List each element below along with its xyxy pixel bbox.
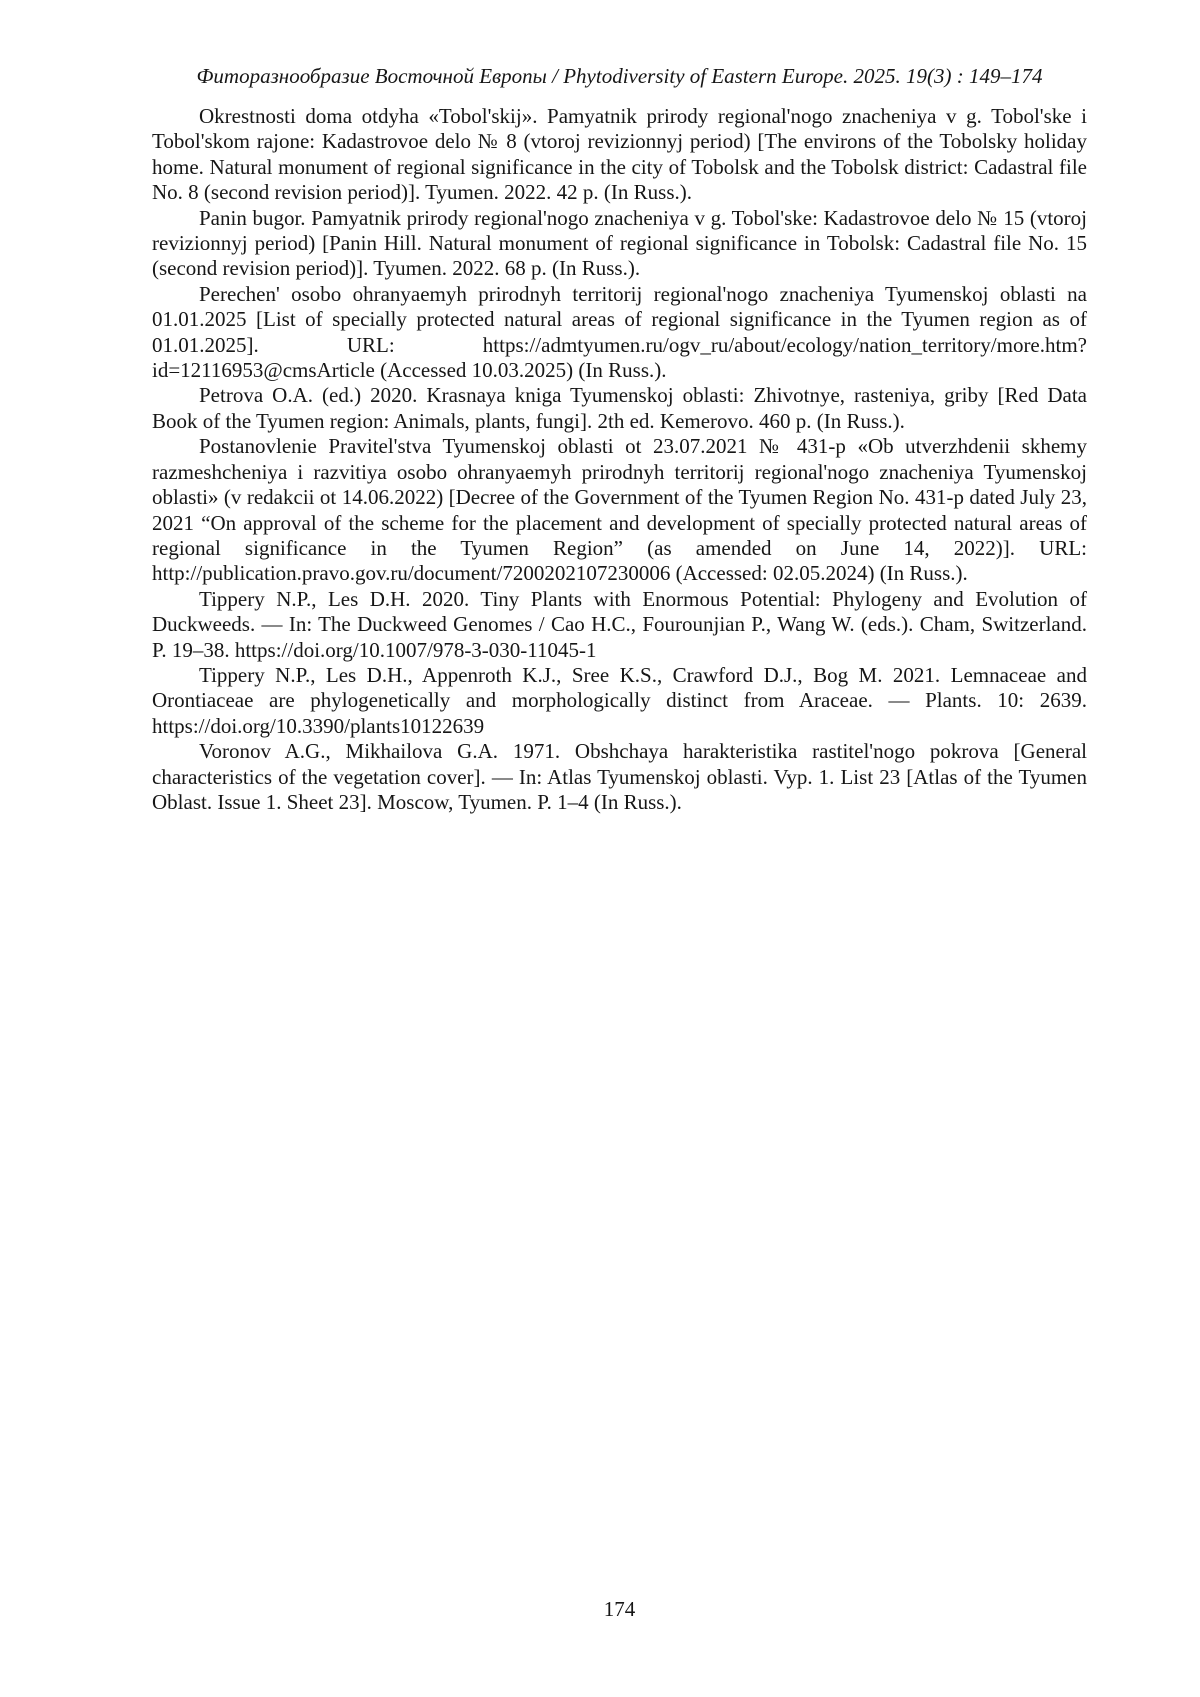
references-list	[152, 104, 1087, 815]
reference-entry: Tippery N.P., Les D.H., Appenroth K.J., Sree K.S., Crawford D.J., Bog M. 2021. Lemnaceae and Orontiaceae are phylogenetically and morphologically distinct from Araceae. — Plants. 10: 2639. https://doi.org/10.3390/plants10122639	[152, 662, 1087, 738]
reference-entry: Okrestnosti doma otdyha «Tobol'skij». Pamyatnik prirody regional'nogo znacheniya v g. Tobol'ske i Tobol'skom rajone: Kadastrovoe delo № 8 (vtoroj revizionnyj period) [The environs of the Tobolsky holiday home. Natural monument of regional significance in the city of Tobolsk and the Tobolsk district: Cadastral file No. 8 (second revision period)]. Tyumen. 2022. 42 p. (In Russ.).	[152, 104, 1087, 205]
reference-entry: Perechen' osobo ohranyaemyh prirodnyh territorij regional'nogo znacheniya Tyumenskoj oblasti na 01.01.2025 [List of specially protected natural areas of regional significance in the Tyumen region as of 01.01.2025]. URL: https://admtyumen.ru/ogv_ru/about/ecology/nation_territory/more.htm?id=12116953@cmsArticle (Accessed 10.03.2025) (In Russ.).	[152, 281, 1087, 383]
reference-entry: Petrova O.A. (ed.) 2020. Krasnaya kniga Tyumenskoj oblasti: Zhivotnye, rasteniya, griby [Red Data Book of the Tyumen region: Animals, plants, fungi]. 2th ed. Kemerovo. 460 p. (In Russ.).	[152, 383, 1087, 433]
reference-entry: Postanovlenie Pravitel'stva Tyumenskoj oblasti ot 23.07.2021 № 431-p «Ob utverzhdenii skhemy razmeshcheniya i razvitiya osobo ohranyaemyh prirodnyh territorij regional'nogo znacheniya Tyumenskoj oblasti» (v redakcii ot 14.06.2022) [Decree of the Government of the Tyumen Region No. 431-p dated July 23, 2021 “On approval of the scheme for the placement and development of specially protected natural areas of regional significance in the Tyumen Region” (as amended on June 14, 2022)]. URL: http://publication.pravo.gov.ru/document/7200202107230006 (Accessed: 02.05.2024) (In Russ.).	[152, 434, 1087, 586]
reference-entry: Tippery N.P., Les D.H. 2020. Tiny Plants with Enormous Potential: Phylogeny and Evolution of Duckweeds. — In: The Duckweed Genomes / Cao H.C., Fourounjian P., Wang W. (eds.). Cham, Switzerland. P. 19–38. https://doi.org/10.1007/978-3-030-11045-1	[152, 586, 1087, 662]
reference-entry: Voronov A.G., Mikhailova G.A. 1971. Obshchaya harakteristika rastitel'nogo pokrova [General characteristics of the vegetation cover]. — In: Atlas Tyumenskoj oblasti. Vyp. 1. List 23 [Atlas of the Tyumen Oblast. Issue 1. Sheet 23]. Moscow, Tyumen. P. 1–4 (In Russ.).	[152, 739, 1087, 814]
reference-entry: Panin bugor. Pamyatnik prirody regional'nogo znacheniya v g. Tobol'ske: Kadastrovoe delo № 15 (vtoroj revizionnyj period) [Panin Hill. Natural monument of regional significance in Tobolsk: Cadastral file No. 15 (second revision period)]. Tyumen. 2022. 68 p. (In Russ.).	[152, 205, 1087, 281]
running-head: Фиторазнообразие Восточной Европы / Phytodiversity of Eastern Europe. 2025. 19(3) : 149–174	[196, 64, 1043, 88]
page-number: 174	[603, 1597, 636, 1621]
